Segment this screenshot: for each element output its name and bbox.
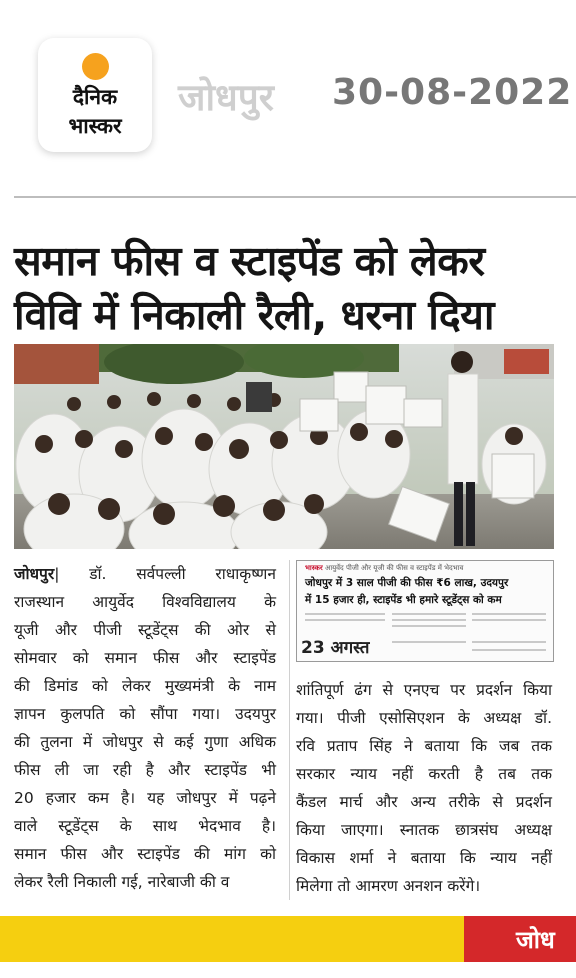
body-line: राजस्थान आयुर्वेद विश्वविद्यालय के	[14, 593, 276, 611]
inset-headline-line-1: जोधपुर में 3 साल पीजी की फीस ₹6 लाख, उदयपुर	[305, 577, 509, 589]
protest-photo	[14, 344, 554, 549]
inset-text-placeholder	[392, 625, 466, 627]
body-line: वाले स्टूडेंट्स के साथ भेदभाव है।	[14, 817, 276, 835]
body-line: विकास शर्मा ने बताया कि न्याय नहीं	[296, 849, 552, 867]
inset-kicker-brand: भास्कर	[305, 564, 323, 572]
body-line: सोमवार को समान फीस और स्टाइपेंड	[14, 649, 276, 667]
inset-kicker	[305, 564, 463, 573]
column-divider	[289, 560, 290, 900]
edition-date: 30-08-2022	[332, 72, 573, 113]
body-line: मिलेगा तो आमरण अनशन करेंगे।	[296, 877, 481, 895]
body-line: गया। पीजी एसोसिएशन के अध्यक्ष डॉ.	[296, 709, 552, 727]
inset-kicker-text: आयुर्वेद पीजी और यूजी की फीस व स्टाइपेंड में भेदभाव	[324, 564, 464, 572]
body-line: ज्ञापन कुलपति को सौंपा गया। उदयपुर	[14, 705, 276, 723]
body-line: की तुलना में जोधपुर से कई गुणा अधिक	[14, 733, 276, 751]
body-line: यूजी और पीजी स्टूडेंट्स की ओर से	[14, 621, 276, 639]
sun-logo-icon	[82, 53, 109, 80]
body-line	[14, 560, 276, 588]
body-line: 20 हजार कम है। यह जोधपुर में पढ़ने	[14, 789, 276, 807]
body-line: सरकार न्याय नहीं करती है तब तक	[296, 765, 552, 783]
logo-text-line2: भास्कर	[68, 114, 122, 138]
body-line: समान फीस और स्टाइपेंड की मांग को	[14, 845, 276, 863]
article-column-1	[14, 560, 284, 896]
body-line: शांतिपूर्ण ढंग से एनएच पर प्रदर्शन किया	[296, 681, 552, 699]
headline-line-2: विवि में निकाली रैली, धरना दिया	[14, 291, 495, 339]
body-text: | डॉ. सर्वपल्ली राधाकृष्णन	[54, 565, 276, 583]
dateline: जोधपुर	[14, 565, 55, 583]
body-line: फीस ली जा रही है और स्टाइपेंड भी	[14, 761, 276, 779]
body-line: किया जाएगा। स्नातक छात्रसंघ अध्यक्ष	[296, 821, 552, 839]
headline-line-1: समान फीस व स्टाइपेंड को लेकर	[14, 237, 485, 285]
body-line: रवि प्रताप सिंह ने बताया कि जब तक	[296, 737, 552, 755]
article-column-2	[296, 676, 554, 900]
inset-text-placeholder	[392, 619, 466, 621]
inset-text-placeholder	[392, 641, 466, 643]
inset-date: 23 अगस्त	[301, 638, 370, 658]
body-line: की डिमांड को लेकर मुख्यमंत्री के नाम	[14, 677, 276, 695]
footer-city-tag	[464, 916, 576, 962]
inset-headline-line-2: में 15 हजार ही, स्टाइपेंड भी हमारे स्टूडेंट्स को कम	[305, 594, 502, 606]
inset-text-placeholder	[472, 613, 546, 615]
inset-text-placeholder	[472, 619, 546, 621]
footer-city-text: जोध	[516, 926, 555, 954]
cut-off-text-row	[10, 970, 566, 978]
bhaskar-logo	[38, 38, 152, 152]
edition-city: जोधपुर	[178, 76, 274, 119]
body-line: कैंडल मार्च और अन्य तरीके से प्रदर्शन	[296, 793, 552, 811]
inset-text-placeholder	[305, 619, 385, 621]
inset-text-placeholder	[472, 641, 546, 643]
inset-text-placeholder	[472, 649, 546, 651]
inset-text-placeholder	[392, 613, 466, 615]
body-line: लेकर रैली निकाली गई, नारेबाजी की व	[14, 873, 230, 891]
logo-text-line1: दैनिक	[72, 85, 118, 109]
inset-clipping	[296, 560, 554, 662]
inset-text-placeholder	[305, 613, 385, 615]
header-divider	[14, 196, 576, 198]
